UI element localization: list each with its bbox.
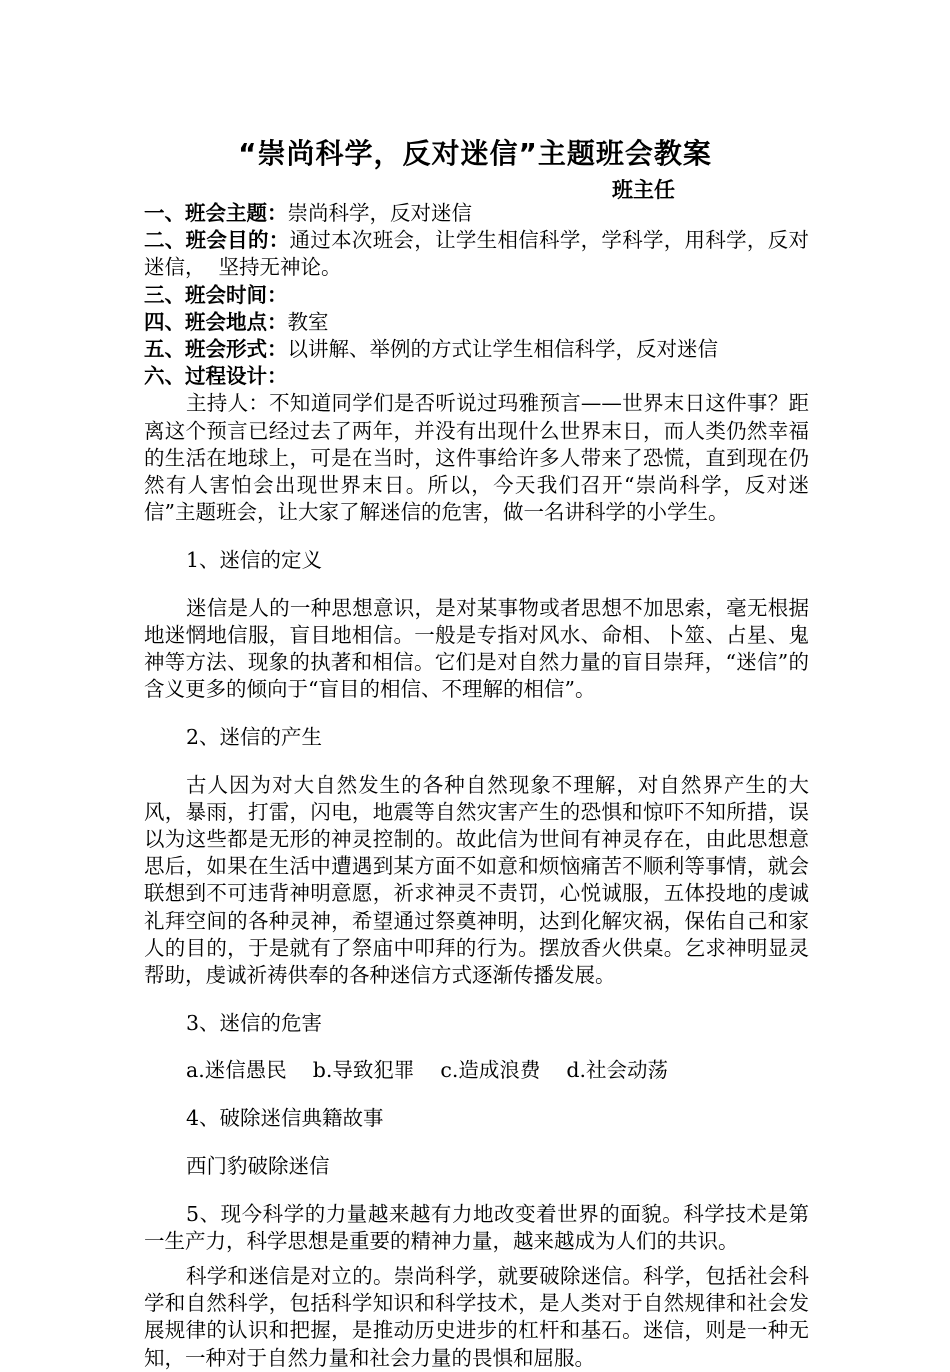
item-label: 六、过程设计： (144, 364, 288, 389)
item-place (144, 309, 809, 336)
item-process (144, 363, 809, 390)
item-format (144, 336, 809, 363)
item-purpose (144, 227, 809, 281)
document-body (144, 200, 809, 1372)
story-title: 西门豹破除迷信 (186, 1153, 330, 1178)
document-title: “崇尚科学，反对迷信”主题班会教案 (238, 137, 712, 170)
harm-option: b.导致犯罪 (312, 1058, 415, 1083)
item-label: 三、班会时间： (144, 282, 288, 307)
intro-paragraph: 主持人：不知道同学们是否听说过玛雅预言——世界末日这件事？距离这个预言已经过去了两年，并没有出现什么世界末日，而人类仍然幸福的生活在地球上，可是在当时，这件事给许多人带来了恐慌，直到现在仍然有人害怕会出现世界末日。所以，今天我们召开“崇尚科学，反对迷信”主题班会，让大家了解迷信的危害，做一名讲科学的小学生。 (144, 391, 809, 525)
item-label: 二、班会目的： (144, 228, 290, 253)
section-heading: 1、迷信的定义 (186, 547, 323, 572)
harm-options (144, 1057, 809, 1084)
harm-option: d.社会动荡 (566, 1058, 669, 1083)
section-heading: 3、迷信的危害 (186, 1010, 323, 1035)
section-paragraph: 古人因为对大自然发生的各种自然现象不理解，对自然界产生的大风，暴雨，打雷，闪电，地震等自然灾害产生的恐惧和惊吓不知所措，误以为这些都是无形的神灵控制的。故此信为世间有神灵存在，由此思想意思后，如果在生活中遭遇到某方面不如意和烦恼痛苦不顺利等事情，就会联想到不可违背神明意愿，祈求神灵不责罚，心悦诚服，五体投地的虔诚礼拜空间的各种灵神，希望通过祭奠神明，达到化解灾祸，保佑自己和家人的目的，于是就有了祭庙中叩拜的行为。摆放香火供桌。乞求神明显灵帮助，虔诚祈祷供奉的各种迷信方式逐渐传播发展。 (144, 772, 809, 988)
section-paragraph: 5、现今科学的力量越来越有力地改变着世界的面貌。科学技术是第一生产力，科学思想是重要的精神力量，越来越成为人们的共识。 (144, 1201, 809, 1253)
item-time (144, 282, 809, 309)
section-heading: 2、迷信的产生 (186, 724, 323, 749)
item-text: 崇尚科学，反对迷信 (287, 201, 472, 225)
item-label: 一、班会主题： (144, 201, 288, 225)
item-text: 通过本次班会，让学生相信科学，学科学，用科学，反对迷信， 坚持无神论。 (144, 228, 810, 280)
item-theme (144, 200, 809, 227)
author-line: 班主任 (612, 178, 675, 202)
harm-option: a.迷信愚民 (186, 1058, 287, 1083)
item-text: 教室 (287, 309, 329, 334)
item-label: 四、班会地点： (144, 309, 288, 334)
harm-option: c.造成浪费 (440, 1058, 541, 1083)
section-paragraph: 科学和迷信是对立的。崇尚科学，就要破除迷信。科学，包括社会科学和自然科学，包括科学知识和科学技术，是人类对于自然规律和社会发展规律的认识和把握，是推动历史进步的杠杆和基石。迷信，则是一种无知，一种对于自然力量和社会力量的畏惧和屈服。 (144, 1264, 809, 1370)
section-paragraph: 迷信是人的一种思想意识，是对某事物或者思想不加思索，毫无根据地迷惘地信服，盲目地相信。一般是专指对风水、命相、卜筮、占星、鬼神等方法、现象的执著和相信。它们是对自然力量的盲目崇拜，“迷信”的含义更多的倾向于“盲目的相信、不理解的相信”。 (144, 595, 809, 702)
item-label: 五、班会形式： (144, 337, 288, 362)
item-text: 以讲解、举例的方式让学生相信科学，反对迷信 (287, 337, 718, 362)
section-heading: 4、破除迷信典籍故事 (186, 1106, 384, 1131)
